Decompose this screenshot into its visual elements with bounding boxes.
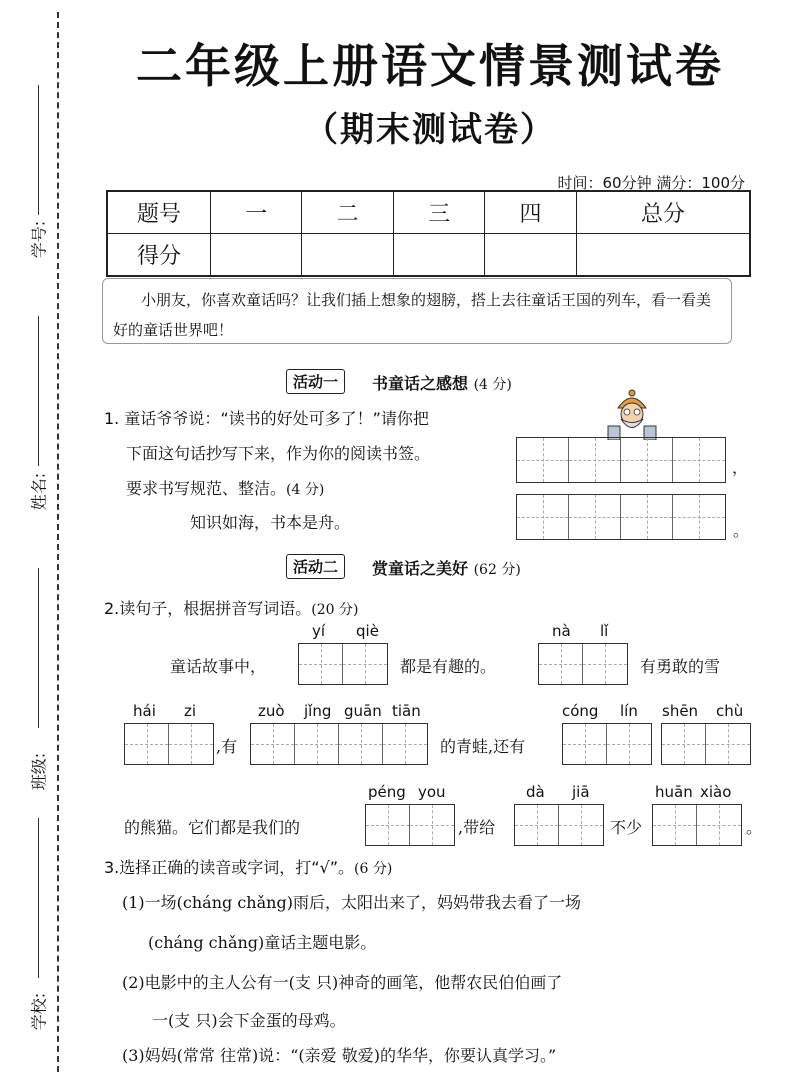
score-table-score-row [107, 234, 750, 277]
answer-cell[interactable] [539, 644, 583, 684]
q3-item1-line2: (cháng chǎng)童话主题电影。 [148, 933, 377, 952]
score-cell-3[interactable] [393, 234, 484, 277]
pinyin: nà [552, 622, 571, 640]
time-info: 时间：60分钟 满分：100分 [557, 174, 745, 192]
pinyin: jiā [572, 783, 590, 801]
student-id-label: 学号: [29, 220, 49, 259]
pinyin: lǐ [600, 622, 609, 640]
answer-cell[interactable] [515, 805, 559, 845]
pinyin: yí [312, 622, 326, 640]
writing-cell[interactable] [569, 438, 621, 482]
row-header-question-number: 题号 [107, 191, 211, 234]
activity1-points: (4 分) [473, 377, 512, 393]
q1-line3: 要求书写规范、整洁。 [126, 479, 287, 498]
activity1-heading [372, 371, 512, 394]
q1-sentence: 知识如海，书本是舟。 [190, 513, 351, 532]
pinyin: qiè [356, 622, 379, 640]
pinyin: you [418, 783, 446, 801]
score-table-header-row [107, 191, 750, 234]
school-label: 学校: [29, 992, 49, 1031]
intro-box [102, 278, 732, 344]
q3-item1-line1: (1)一场(cháng chǎng)雨后，太阳出来了，妈妈带我去看了一场 [122, 893, 581, 912]
class-line[interactable] [38, 568, 39, 728]
answer-grid-nali[interactable] [538, 643, 628, 685]
column-4: 四 [485, 191, 576, 234]
page-subtitle: （期末测试卷） [304, 110, 556, 150]
page-title: 二年级上册语文情景测试卷 [136, 39, 724, 93]
column-3: 三 [393, 191, 484, 234]
answer-cell[interactable] [299, 644, 343, 684]
score-cell-2[interactable] [302, 234, 393, 277]
score-cell-total[interactable] [576, 234, 750, 277]
q2-text-2a: ,有 [216, 737, 238, 756]
answer-cell[interactable] [383, 724, 427, 764]
activity2-title: 赏童话之美好 [372, 559, 469, 578]
activity1-tag: 活动一 [286, 369, 345, 394]
writing-cell[interactable] [673, 495, 725, 539]
answer-grid-huanxiao[interactable] [652, 804, 742, 846]
q1-comma: ， [732, 458, 749, 477]
intro-text: 小朋友，你喜欢童话吗？让我们插上想象的翅膀，搭上去往童话王国的列车，看一看美好的童话世界吧！ [113, 291, 712, 339]
q3-title: 3.选择正确的读音或字词，打“√”。 [104, 858, 355, 877]
pinyin: dà [526, 783, 545, 801]
pinyin: cóng [562, 702, 599, 720]
answer-grid-zuojingguantian[interactable] [250, 723, 428, 765]
answer-cell[interactable] [366, 805, 410, 845]
answer-cell[interactable] [559, 805, 603, 845]
pinyin: hái [133, 702, 156, 720]
q2-text-3c: 不少 [610, 818, 643, 837]
answer-cell[interactable] [706, 724, 750, 764]
answer-grid-haizi[interactable] [124, 723, 214, 765]
answer-grid-yiqie[interactable] [298, 643, 388, 685]
writing-cell[interactable] [621, 495, 673, 539]
answer-cell[interactable] [125, 724, 169, 764]
pinyin: zi [184, 702, 197, 720]
row-header-score: 得分 [107, 234, 211, 277]
q3-heading [104, 855, 392, 878]
name-line[interactable] [38, 316, 39, 466]
q3-points: (6 分) [354, 861, 393, 877]
q2-text-3d: 。 [746, 818, 763, 837]
column-2: 二 [302, 191, 393, 234]
activity2-heading [372, 556, 521, 579]
q2-text-3a: 的熊猫。它们都是我们的 [124, 818, 301, 837]
score-cell-1[interactable] [211, 234, 302, 277]
answer-cell[interactable] [410, 805, 454, 845]
writing-cell[interactable] [569, 495, 621, 539]
writing-cell[interactable] [621, 438, 673, 482]
answer-cell[interactable] [662, 724, 706, 764]
answer-grid-conglin[interactable] [562, 723, 652, 765]
q1-writing-grid-row1[interactable] [516, 437, 726, 483]
grandpa-illustration [602, 386, 662, 440]
score-cell-4[interactable] [485, 234, 576, 277]
pinyin: jǐng [304, 702, 332, 720]
q2-text-1a: 童话故事中， [170, 657, 267, 676]
answer-cell[interactable] [251, 724, 295, 764]
q1-period: 。 [733, 521, 750, 540]
answer-cell[interactable] [607, 724, 651, 764]
student-id-line[interactable] [38, 85, 39, 215]
class-label: 班级: [29, 752, 49, 791]
answer-cell[interactable] [653, 805, 697, 845]
pinyin: péng [368, 783, 406, 801]
pinyin: shēn [662, 702, 699, 720]
pinyin: zuò [258, 702, 285, 720]
pinyin: guān [344, 702, 382, 720]
column-1: 一 [211, 191, 302, 234]
writing-cell[interactable] [517, 438, 569, 482]
school-line[interactable] [38, 818, 39, 978]
q1-writing-grid-row2[interactable] [516, 494, 726, 540]
q2-heading [104, 596, 358, 619]
q3-item2-line2: 一(支 只)会下金蛋的母鸡。 [152, 1011, 346, 1030]
binding-dashed-line [57, 12, 59, 1072]
column-total: 总分 [576, 191, 750, 234]
writing-cell[interactable] [673, 438, 725, 482]
pinyin: chù [716, 702, 744, 720]
q1-points: (4 分) [286, 482, 325, 498]
activity2-tag: 活动二 [286, 554, 345, 579]
q3-item2-line1: (2)电影中的主人公有一(支 只)神奇的画笔，他帮农民伯伯画了 [122, 973, 563, 992]
activity2-points: (62 分) [473, 562, 521, 578]
answer-cell[interactable] [339, 724, 383, 764]
score-table [106, 190, 751, 277]
pinyin: huān [655, 783, 693, 801]
answer-grid-shenchu[interactable] [661, 723, 751, 765]
q2-text-1c: 有勇敢的雪 [640, 657, 721, 676]
q1-line1: 1. 童话爷爷说：“读书的好处可多了！”请你把 [104, 409, 429, 428]
answer-cell[interactable] [343, 644, 387, 684]
answer-cell[interactable] [697, 805, 741, 845]
activity1-title: 书童话之感想 [372, 374, 469, 393]
writing-cell[interactable] [517, 495, 569, 539]
pinyin: xiào [700, 783, 732, 801]
pinyin: lín [620, 702, 638, 720]
q3-item3: (3)妈妈(常常 往常)说：“(亲爱 敬爱)的华华，你要认真学习。” [122, 1046, 557, 1065]
q1-line2: 下面这句话抄写下来，作为你的阅读书签。 [126, 444, 431, 463]
q2-text-3b: ,带给 [458, 818, 496, 837]
answer-grid-pengyou[interactable] [365, 804, 455, 846]
answer-cell[interactable] [563, 724, 607, 764]
answer-grid-dajia[interactable] [514, 804, 604, 846]
answer-cell[interactable] [583, 644, 627, 684]
q2-title: 2.读句子，根据拼音写词语。 [104, 599, 312, 618]
q2-text-2b: 的青蛙,还有 [440, 737, 526, 756]
answer-cell[interactable] [295, 724, 339, 764]
q2-text-1b: 都是有趣的。 [400, 657, 497, 676]
answer-cell[interactable] [169, 724, 213, 764]
name-label: 姓名: [29, 472, 49, 511]
pinyin: tiān [392, 702, 421, 720]
q2-points: (20 分) [311, 602, 359, 618]
q1-line3-wrap [126, 476, 324, 499]
